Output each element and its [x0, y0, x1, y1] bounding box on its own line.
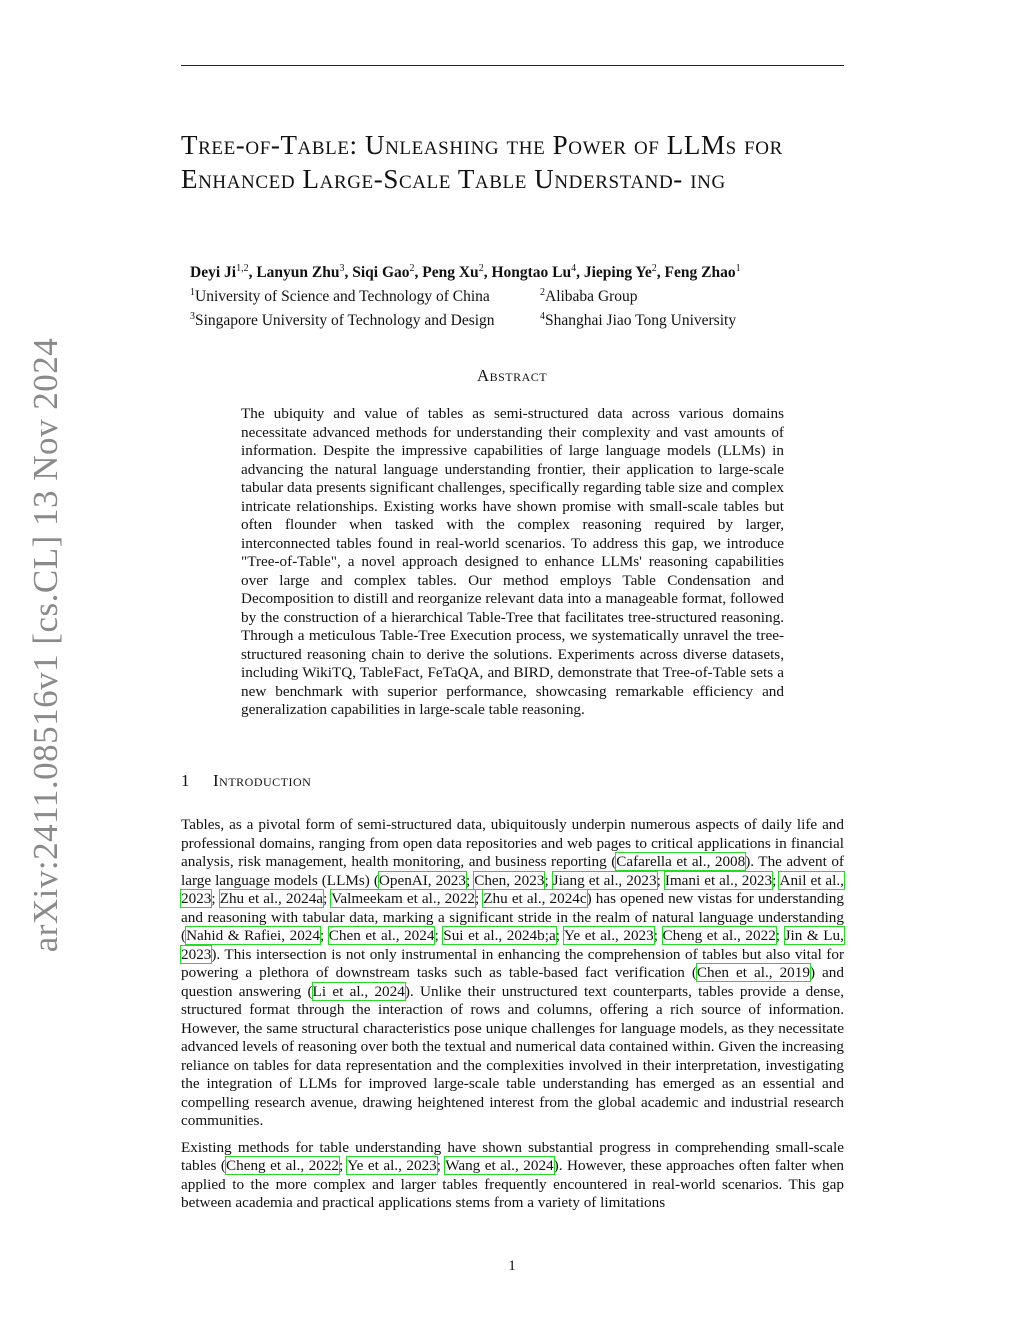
- citation-link[interactable]: Nahid & Rafiei, 2024: [186, 927, 320, 944]
- body-paragraph: Tables, as a pivotal form of semi-structured data, ubiquitously underpin numerous aspects of daily life and professional domains, ranging from open data repositories and web pages to critical applications in financial analysis, risk management, health monitoring, and business reporting (Cafarella et al., 2008). The advent of large language models (LLMs) (OpenAI, 2023; Chen, 2023; Jiang et al., 2023; Imani et al., 2023; Anil et al., 2023; Zhu et al., 2024a; Valmeekam et al., 2022; Zhu et al., 2024c) has opened new vistas for understanding and reasoning with tabular data, marking a significant stride in the realm of natural language understanding (Nahid & Rafiei, 2024; Chen et al., 2024; Sui et al., 2024b;a; Ye et al., 2023; Cheng et al., 2022; Jin & Lu, 2023). This intersection is not only instrumental in enhancing the comprehension of tables but also vital for powering a plethora of downstream tasks such as table-based fact verification (Chen et al., 2019) and question answering (Li et al., 2024). Unlike their unstructured text counterparts, tables provide a dense, structured format through the interaction of rows and columns, offering a rich source of information. However, the same structural characteristics pose unique challenges for language models, as they necessitate advanced levels of reasoning over both the textual and numerical data contained within. Given the increasing reliance on tables for data representation and the complexities involved in their interpretation, investigating the integration of LLMs for improved large-scale table understanding has emerged as an essential and compelling research avenue, drawing heightened interest from the global academic and industrial research communities.: [181, 816, 844, 1129]
- author-affiliation-mark: 1,2: [236, 263, 249, 274]
- section-title: Introduction: [213, 771, 312, 790]
- author-name: Siqi Gao: [352, 264, 410, 282]
- citation-link[interactable]: Cafarella et al., 2008: [616, 853, 746, 870]
- author-affiliation-mark: 2: [478, 263, 484, 274]
- citation-link[interactable]: Zhu et al., 2024c: [483, 890, 587, 907]
- author-name: Peng Xu: [422, 264, 479, 282]
- citation-link[interactable]: Chen, 2023: [474, 871, 545, 889]
- author-name: Jieping Ye: [583, 264, 652, 282]
- author-affiliation-mark: 4: [571, 263, 577, 274]
- citation-link[interactable]: Jin & Lu, 2023: [181, 927, 844, 963]
- citation-link[interactable]: Chen et al., 2024: [328, 927, 435, 944]
- citation-link[interactable]: Jiang et al., 2023: [552, 871, 657, 889]
- affiliation-row: [190, 307, 850, 331]
- author-affiliation-mark: 2: [651, 263, 657, 274]
- citation-link[interactable]: Wang et al., 2024: [445, 1157, 554, 1174]
- author-name: Feng Zhao: [664, 264, 736, 282]
- paper-title: Tree-of-Table: Unleashing the Power of LLMs for Enhanced Large-Scale Table Understand- ing: [181, 130, 783, 194]
- citation-link[interactable]: Valmeekam et al., 2022: [331, 890, 475, 907]
- section-number: 1: [181, 771, 190, 790]
- citation-link[interactable]: Chen et al., 2019: [696, 964, 810, 981]
- affiliation-3: $^3$Singapore University of Technology and Design: [190, 311, 495, 330]
- citation-link[interactable]: Cheng et al., 2022: [662, 927, 776, 944]
- citation-link[interactable]: Ye et al., 2023: [347, 1157, 437, 1174]
- abstract-heading: Abstract: [476, 366, 548, 385]
- citation-link[interactable]: OpenAI, 2023: [378, 871, 466, 889]
- author-block: [190, 259, 850, 331]
- citation-link[interactable]: Sui et al., 2024b;a: [443, 927, 556, 944]
- author-name: Hongtao Lu: [491, 264, 572, 282]
- affiliation-row: [190, 283, 850, 307]
- author-name: Lanyun Zhu: [256, 264, 340, 282]
- author-affiliation-mark: 2: [409, 263, 415, 274]
- citation-link[interactable]: Zhu et al., 2024a: [219, 890, 324, 907]
- author-names: Deyi Ji$^{1,2}$, Lanyun Zhu$^3$, Siqi Gao$^2$, Peng Xu$^2$, Hongtao Lu$^4$, Jieping Ye$^2$, Feng Zhao$^1$: [190, 263, 741, 282]
- citation-link[interactable]: Li et al., 2024: [312, 982, 405, 1000]
- citation-link[interactable]: Imani et al., 2023: [664, 871, 773, 889]
- top-rule: [181, 65, 844, 66]
- affiliation-2: $^2$Alibaba Group: [540, 287, 638, 306]
- page-number: 1: [508, 1258, 516, 1274]
- affiliation-4: $^4$Shanghai Jiao Tong University: [540, 311, 737, 330]
- citation-link[interactable]: Cheng et al., 2022: [225, 1157, 340, 1174]
- section-heading: [181, 771, 311, 791]
- citation-link[interactable]: Ye et al., 2023: [563, 927, 654, 944]
- author-affiliation-mark: 3: [339, 263, 345, 274]
- affiliation-1: $^1$University of Science and Technology of China: [190, 287, 490, 306]
- abstract-text: The ubiquity and value of tables as semi-structured data across various domains necessitate advanced methods for understanding their complexity and vast amounts of information. Despite the impressive capabilities of large language models (LLMs) in advancing the natural language understanding frontier, their application to large-scale tabular data presents significant challenges, specifically regarding table size and complex intricate relationships. Existing works have shown promise with small-scale tables but often flounder when tasked with the complex reasoning required by larger, interconnected tables found in real-world scenarios. To address this gap, we introduce "Tree-of-Table", a novel approach designed to enhance LLMs' reasoning capabilities over large and complex tables. Our method employs Table Condensation and Decomposition to distill and reorganize relevant data into a manageable format, followed by the construction of a hierarchical Table-Tree that facilitates tree-structured reasoning. Through a meticulous Table-Tree Execution process, we systematically unravel the tree-structured reasoning chain to derive the solutions. Experiments across diverse datasets, including WikiTQ, TableFact, FeTaQA, and BIRD, demonstrate that Tree-of-Table sets a new benchmark with superior performance, showcasing remarkable efficiency and generalization capabilities in large-scale table reasoning.: [241, 405, 784, 718]
- body-text: [181, 816, 844, 1221]
- arxiv-stamp: arXiv:2411.08516v1 [cs.CL] 13 Nov 2024: [26, 337, 65, 953]
- author-affiliation-mark: 1: [735, 263, 741, 274]
- author-name: Deyi Ji: [190, 264, 237, 282]
- citation-link[interactable]: Anil et al., 2023: [181, 871, 844, 907]
- body-paragraph: Existing methods for table understanding have shown substantial progress in comprehending small-scale tables (Cheng et al., 2022; Ye et al., 2023; Wang et al., 2024). However, these approaches often falter when applied to the more complex and larger tables frequently encountered in real-world scenarios. This gap between academia and practical applications stems from a variety of limitations: [181, 1138, 845, 1211]
